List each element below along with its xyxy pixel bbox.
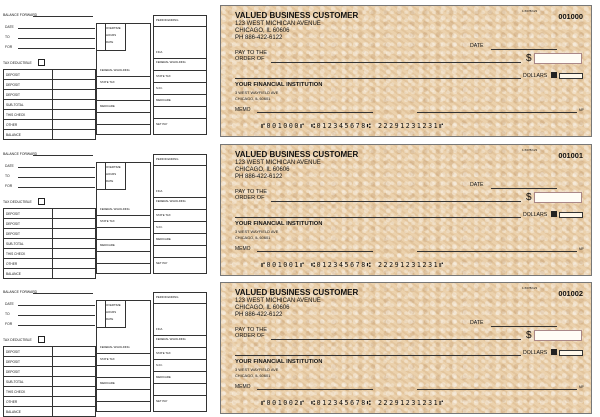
amount-words-field[interactable] xyxy=(235,355,521,356)
net-pay-label: NET PAY xyxy=(156,122,168,126)
medicare-label: MEDICARE xyxy=(156,237,171,241)
state-tax-label: STATE TAX xyxy=(156,213,171,217)
table-row: DEPOSIT xyxy=(4,80,96,90)
business-check xyxy=(220,144,592,276)
date-field[interactable] xyxy=(491,49,557,50)
micr-line: ⑈001000⑈ ⑆012345678⑆ 22291231231⑈ xyxy=(261,122,445,130)
bank-address-line-2: CHICAGO, IL 60601 xyxy=(235,235,271,240)
federal-withholding-label: FEDERAL W/HOLDING xyxy=(100,68,130,72)
mp-security-mark: MP xyxy=(579,247,584,251)
date-line xyxy=(18,28,95,29)
date-label: DATE xyxy=(470,182,484,188)
amount-box[interactable] xyxy=(534,330,582,341)
check-stub xyxy=(3,282,213,414)
deductions-column xyxy=(153,292,207,412)
table-row: DEPOSIT xyxy=(4,229,96,239)
state-tax-label: STATE TAX xyxy=(156,351,171,355)
for-line xyxy=(18,325,95,326)
table-row: DEPOSIT xyxy=(4,367,96,377)
memo-label: MEMO xyxy=(235,246,251,252)
signature-line[interactable] xyxy=(417,112,577,113)
to-label: TO xyxy=(5,174,10,178)
security-features-box xyxy=(559,73,583,79)
padlock-icon xyxy=(551,72,557,78)
payroll-grid xyxy=(96,23,151,135)
table-row: DEPOSIT xyxy=(4,70,96,80)
amount-words-field[interactable] xyxy=(235,78,521,79)
federal-withholding-label: FEDERAL W/HOLDING xyxy=(156,199,186,203)
for-label: FOR xyxy=(5,45,13,49)
table-row: OTHER xyxy=(4,397,96,407)
table-row: BALANCE xyxy=(4,130,96,140)
security-features-box xyxy=(559,350,583,356)
balance-forward-line xyxy=(33,155,93,156)
table-row: THIS CHECK xyxy=(4,387,96,397)
amount-box[interactable] xyxy=(534,192,582,203)
table-row: SUB-TOTAL xyxy=(4,100,96,110)
table-row: DEPOSIT xyxy=(4,90,96,100)
dollars-label: DOLLARS xyxy=(523,73,548,79)
for-line xyxy=(18,187,95,188)
federal-withholding-label: FEDERAL W/HOLDING xyxy=(100,207,130,211)
overtime-label: OVERTIME xyxy=(106,26,121,30)
dollar-sign: $ xyxy=(526,192,532,203)
period-ending-label: PERIOD ENDING xyxy=(156,157,179,161)
dollar-sign: $ xyxy=(526,330,532,341)
company-name: VALUED BUSINESS CUSTOMER xyxy=(235,11,359,20)
signature-line[interactable] xyxy=(417,251,577,252)
bank-address-line-1: 3 WEST WAYFIELD AVE xyxy=(235,229,279,234)
tax-deductible-label: TAX DEDUCTIBLE xyxy=(3,61,32,65)
balance-forward-label: BALANCE FORWARD xyxy=(3,152,38,156)
payroll-grid xyxy=(96,300,151,412)
padlock-icon xyxy=(551,349,557,355)
for-label: FOR xyxy=(5,322,13,326)
state-tax-label: STATE TAX xyxy=(156,74,171,78)
padlock-icon xyxy=(551,211,557,217)
micr-line: ⑈001001⑈ ⑆012345678⑆ 22291231231⑈ xyxy=(261,261,445,269)
security-features-box xyxy=(559,212,583,218)
medicare-label: MEDICARE xyxy=(100,104,115,108)
check-number: 001001 xyxy=(558,151,583,160)
deductions-column xyxy=(153,15,207,135)
amount-box[interactable] xyxy=(534,53,582,64)
fica-label: FICA xyxy=(156,50,163,54)
date-label: DATE xyxy=(5,164,14,168)
payee-field[interactable] xyxy=(271,201,521,202)
company-address-line-1: 123 WEST MICHICAN AVENUE xyxy=(235,21,321,27)
company-address-line-1: 123 WEST MICHICAN AVENUE xyxy=(235,160,321,166)
federal-withholding-label: FEDERAL W/HOLDING xyxy=(156,337,186,341)
to-label: TO xyxy=(5,312,10,316)
balance-forward-label: BALANCE FORWARD xyxy=(3,13,38,17)
mp-security-mark: MP xyxy=(579,108,584,112)
bank-name: YOUR FINANCIAL INSTITUTION xyxy=(235,221,323,227)
date-label: DATE xyxy=(5,302,14,306)
overtime-label: OVERTIME xyxy=(106,165,121,169)
check-stub xyxy=(3,144,213,276)
overtime-label: OVERTIME xyxy=(106,303,121,307)
tax-deductible-checkbox[interactable] xyxy=(38,59,45,66)
fractional-routing: 1-5678/123 xyxy=(522,148,538,152)
sdi-label: S.D.I. xyxy=(156,225,163,229)
state-tax-label: STATE TAX xyxy=(100,219,115,223)
date-line xyxy=(18,167,95,168)
table-row: DEPOSIT xyxy=(4,357,96,367)
date-field[interactable] xyxy=(491,326,557,327)
table-row: BALANCE xyxy=(4,269,96,279)
fractional-routing: 1-5678/123 xyxy=(522,9,538,13)
memo-label: MEMO xyxy=(235,384,251,390)
check-set-1 xyxy=(0,5,600,137)
table-row: OTHER xyxy=(4,120,96,130)
table-row: BALANCE xyxy=(4,407,96,417)
balance-forward-line xyxy=(33,16,93,17)
company-phone: PH 886-422-6122 xyxy=(235,35,283,41)
for-label: FOR xyxy=(5,184,13,188)
state-tax-label: STATE TAX xyxy=(100,357,115,361)
rate-label: RATE xyxy=(106,317,114,321)
date-line xyxy=(18,305,95,306)
bank-address-line-1: 3 WEST WAYFIELD AVE xyxy=(235,90,279,95)
company-name: VALUED BUSINESS CUSTOMER xyxy=(235,150,359,159)
bank-name: YOUR FINANCIAL INSTITUTION xyxy=(235,359,323,365)
memo-field[interactable] xyxy=(257,389,373,390)
table-row: DEPOSIT xyxy=(4,347,96,357)
hours-label: HOURS xyxy=(106,172,117,176)
rate-label: RATE xyxy=(106,40,114,44)
tax-deductible-label: TAX DEDUCTIBLE xyxy=(3,200,32,204)
pay-to-label: PAY TO THE ORDER OF xyxy=(235,50,268,63)
mp-security-mark: MP xyxy=(579,385,584,389)
business-check xyxy=(220,282,592,414)
bank-address-line-2: CHICAGO, IL 60601 xyxy=(235,373,271,378)
payee-field[interactable] xyxy=(271,339,521,340)
sdi-label: S.D.I. xyxy=(156,86,163,90)
medicare-label: MEDICARE xyxy=(100,243,115,247)
check-number: 001002 xyxy=(558,289,583,298)
signature-line[interactable] xyxy=(417,389,577,390)
table-row: SUB-TOTAL xyxy=(4,377,96,387)
business-check xyxy=(220,5,592,137)
amount-words-field[interactable] xyxy=(235,217,521,218)
bank-name: YOUR FINANCIAL INSTITUTION xyxy=(235,82,323,88)
table-row: SUB-TOTAL xyxy=(4,239,96,249)
ledger-table xyxy=(3,346,96,417)
to-line xyxy=(18,177,95,178)
to-line xyxy=(18,38,95,39)
payroll-grid xyxy=(96,162,151,274)
date-label: DATE xyxy=(5,25,14,29)
tax-deductible-label: TAX DEDUCTIBLE xyxy=(3,338,32,342)
bank-address-line-2: CHICAGO, IL 60601 xyxy=(235,96,271,101)
ledger-table xyxy=(3,69,96,140)
period-ending-label: PERIOD ENDING xyxy=(156,295,179,299)
table-row: DEPOSIT xyxy=(4,219,96,229)
date-label: DATE xyxy=(470,320,484,326)
tax-deductible-checkbox[interactable] xyxy=(38,198,45,205)
memo-field[interactable] xyxy=(257,251,373,252)
company-address-line-2: CHICAGO, IL 60606 xyxy=(235,28,290,34)
hours-label: HOURS xyxy=(106,33,117,37)
company-address-line-2: CHICAGO, IL 60606 xyxy=(235,305,290,311)
dollars-label: DOLLARS xyxy=(523,212,548,218)
federal-withholding-label: FEDERAL W/HOLDING xyxy=(156,60,186,64)
payee-field[interactable] xyxy=(271,62,521,63)
net-pay-label: NET PAY xyxy=(156,399,168,403)
fica-label: FICA xyxy=(156,189,163,193)
rate-label: RATE xyxy=(106,179,114,183)
federal-withholding-label: FEDERAL W/HOLDING xyxy=(100,345,130,349)
hours-label: HOURS xyxy=(106,310,117,314)
medicare-label: MEDICARE xyxy=(156,375,171,379)
dollar-sign: $ xyxy=(526,53,532,64)
pay-to-label: PAY TO THE ORDER OF xyxy=(235,189,268,202)
company-phone: PH 886-422-6122 xyxy=(235,174,283,180)
tax-deductible-checkbox[interactable] xyxy=(38,336,45,343)
table-row: THIS CHECK xyxy=(4,249,96,259)
company-name: VALUED BUSINESS CUSTOMER xyxy=(235,288,359,297)
fica-label: FICA xyxy=(156,327,163,331)
pay-to-label: PAY TO THE ORDER OF xyxy=(235,327,268,340)
balance-forward-label: BALANCE FORWARD xyxy=(3,290,38,294)
date-field[interactable] xyxy=(491,188,557,189)
net-pay-label: NET PAY xyxy=(156,261,168,265)
state-tax-label: STATE TAX xyxy=(100,80,115,84)
medicare-label: MEDICARE xyxy=(156,98,171,102)
to-line xyxy=(18,315,95,316)
table-row: THIS CHECK xyxy=(4,110,96,120)
table-row: DEPOSIT xyxy=(4,209,96,219)
micr-line: ⑈001002⑈ ⑆012345678⑆ 22291231231⑈ xyxy=(261,399,445,407)
period-ending-label: PERIOD ENDING xyxy=(156,18,179,22)
bank-address-line-1: 3 WEST WAYFIELD AVE xyxy=(235,367,279,372)
company-address-line-1: 123 WEST MICHICAN AVENUE xyxy=(235,298,321,304)
deductions-column xyxy=(153,154,207,274)
table-row: OTHER xyxy=(4,259,96,269)
memo-field[interactable] xyxy=(257,112,373,113)
ledger-table xyxy=(3,208,96,279)
company-address-line-2: CHICAGO, IL 60606 xyxy=(235,167,290,173)
sdi-label: S.D.I. xyxy=(156,363,163,367)
balance-forward-line xyxy=(33,293,93,294)
dollars-label: DOLLARS xyxy=(523,350,548,356)
company-phone: PH 886-422-6122 xyxy=(235,312,283,318)
check-stub xyxy=(3,5,213,137)
medicare-label: MEDICARE xyxy=(100,381,115,385)
for-line xyxy=(18,48,95,49)
date-label: DATE xyxy=(470,43,484,49)
check-set-3 xyxy=(0,282,600,414)
to-label: TO xyxy=(5,35,10,39)
fractional-routing: 1-5678/123 xyxy=(522,286,538,290)
check-set-2 xyxy=(0,144,600,276)
memo-label: MEMO xyxy=(235,107,251,113)
check-number: 001000 xyxy=(558,12,583,21)
